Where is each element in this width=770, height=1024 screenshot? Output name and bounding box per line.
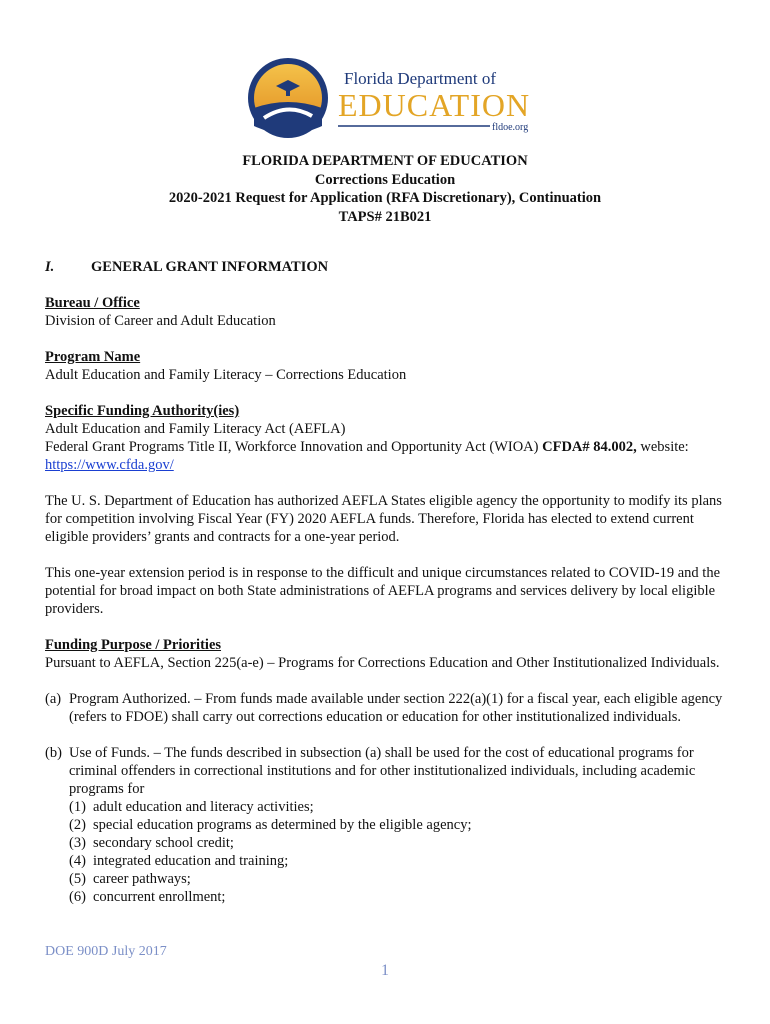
list-mark-a: (a) [45, 691, 62, 707]
sub-mark: (2) [69, 817, 86, 833]
document-title [0, 152, 770, 226]
sub-mark: (4) [69, 853, 86, 869]
bureau-value: Division of Career and Adult Education [45, 313, 276, 329]
sub-item [69, 816, 735, 834]
list-item-a [45, 690, 735, 726]
section-heading [45, 258, 735, 276]
sub-item [69, 834, 735, 852]
sub-mark: (1) [69, 799, 86, 815]
list-body-b [69, 744, 735, 906]
funding-authority-line2-post: website: [636, 439, 689, 455]
title-line-2: Corrections Education [314, 171, 456, 188]
cfda-link[interactable]: https://www.cfda.gov/ [45, 457, 174, 473]
logo-line1: Florida Department of [344, 69, 497, 88]
list-mark-b: (b) [45, 745, 62, 761]
sub-item [69, 870, 735, 888]
sub-mark: (6) [69, 889, 86, 905]
sub-text: adult education and literacy activities; [93, 799, 314, 815]
logo-url: fldoe.org [492, 122, 529, 133]
funding-purpose-label: Funding Purpose / Priorities [45, 637, 222, 653]
funding-authority-block [45, 402, 735, 474]
list-text-b: Use of Funds. – The funds described in subsection (a) shall be used for the cost of educational programs for criminal offenders in correctional institutions and for other institutionalized individuals, including academic programs for [69, 745, 696, 797]
logo-emblem [248, 58, 328, 138]
funding-authority-line2 [45, 438, 735, 456]
funding-authority-line1: Adult Education and Family Literacy Act (AEFLA) [45, 421, 346, 437]
title-line-1: FLORIDA DEPARTMENT OF EDUCATION [242, 153, 528, 169]
sub-text: special education programs as determined by the eligible agency; [93, 817, 472, 833]
sub-item [69, 888, 735, 906]
bureau-block [45, 294, 735, 330]
sub-text: secondary school credit; [93, 835, 234, 851]
funding-authority-line2-pre: Federal Grant Programs Title II, Workforce Innovation and Opportunity Act (WIOA) [45, 439, 543, 455]
cfda-number: CFDA# 84.002, [542, 439, 637, 455]
funding-authority-label: Specific Funding Authority(ies) [45, 403, 240, 419]
document-body [45, 258, 735, 924]
section-title: GENERAL GRANT INFORMATION [91, 259, 329, 275]
sub-text: career pathways; [93, 871, 191, 887]
section-number: I. [45, 259, 55, 275]
sub-text: integrated education and training; [93, 853, 289, 869]
title-line-3: 2020-2021 Request for Application (RFA Discretionary), Continuation [168, 190, 602, 206]
sub-item [69, 852, 735, 870]
program-label: Program Name [45, 349, 141, 365]
funding-purpose-intro: Pursuant to AEFLA, Section 225(a-e) – Programs for Corrections Education and Other Institutionalized Individuals. [45, 655, 720, 671]
paragraph-1: The U. S. Department of Education has authorized AEFLA States eligible agency the opportunity to modify its plans for competition involving Fiscal Year (FY) 2020 AEFLA funds. Therefore, Florida has elected to extend current eligible providers’ grants and contracts for a one-year period. [45, 493, 722, 545]
program-block [45, 348, 735, 384]
bureau-label: Bureau / Office [45, 295, 140, 311]
sub-item [69, 798, 735, 816]
title-line-4: TAPS# 21B021 [338, 208, 432, 225]
list-text-a: Program Authorized. – From funds made available under section 222(a)(1) for a fiscal year, each eligible agency (refers to FDOE) shall carry out corrections education or education for other institutionalized individuals. [69, 691, 723, 725]
logo-line2: EDUCATION [338, 87, 531, 123]
page-number: 1 [381, 962, 389, 979]
fldoe-logo [246, 56, 536, 140]
form-number: DOE 900D July 2017 [45, 944, 167, 959]
list-item-b [45, 744, 735, 906]
sub-text: concurrent enrollment; [93, 889, 226, 905]
sub-mark: (3) [69, 835, 86, 851]
sub-mark: (5) [69, 871, 86, 887]
paragraph-2: This one-year extension period is in response to the difficult and unique circumstances related to COVID-19 and the potential for broad impact on both State administrations of AEFLA programs and services delivery by local eligible providers. [45, 565, 721, 617]
funding-purpose-block [45, 636, 735, 672]
program-value: Adult Education and Family Literacy – Corrections Education [45, 367, 407, 383]
